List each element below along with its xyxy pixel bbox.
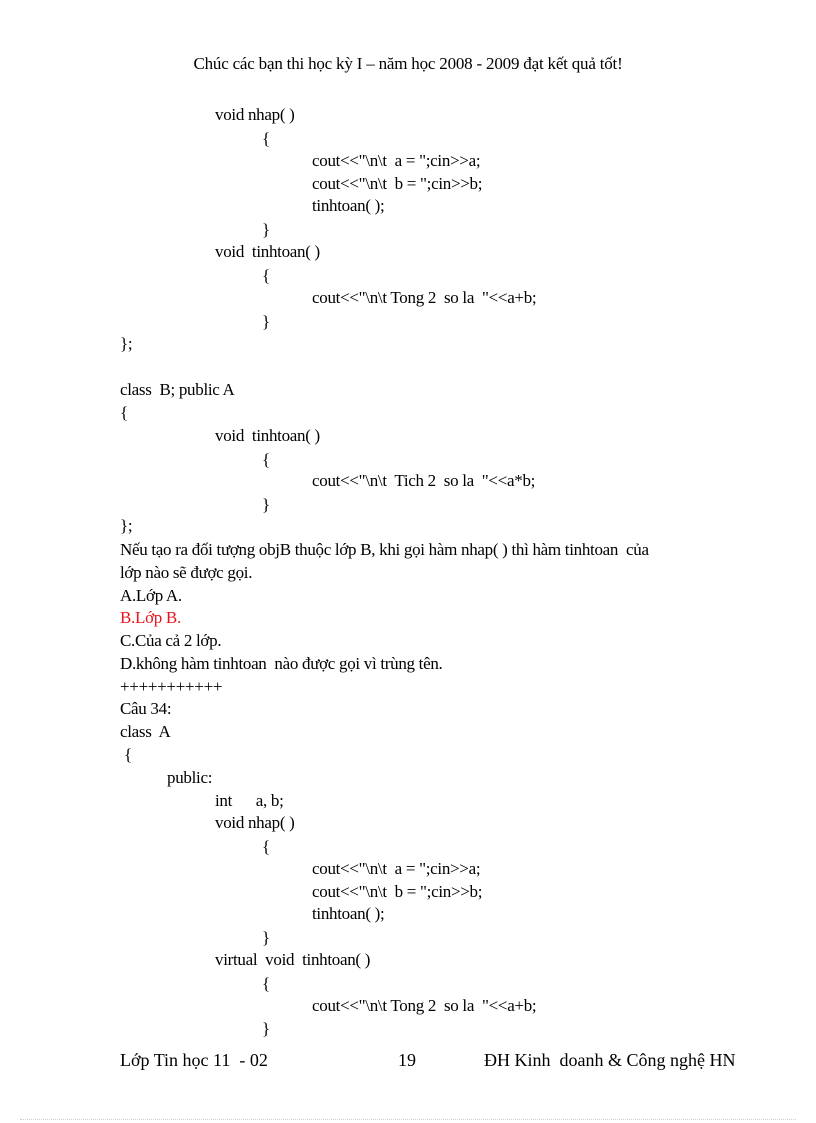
page-header: Chúc các bạn thi học kỳ I – năm học 2008 - 2009 đạt kết quả tốt! xyxy=(193,54,623,73)
footer-class-name: Lớp Tin học 11 - 02 xyxy=(120,1050,268,1070)
question-text-line-2: lớp nào sẽ được gọi. xyxy=(120,563,253,582)
code-line-call-tinhtoan: tinhtoan( ); xyxy=(312,196,385,215)
code-line-nhap-signature: void nhap( ) xyxy=(215,813,295,832)
question-34-title: Câu 34: xyxy=(120,699,172,718)
code-line-open-brace: { xyxy=(124,745,132,764)
code-line-classB-decl: class B; public A xyxy=(120,380,235,399)
code-line-virtual-tinhtoan-signature: virtual void tinhtoan( ) xyxy=(215,950,371,969)
code-line-members: int a, b; xyxy=(215,791,284,810)
code-line-open-brace: { xyxy=(262,837,270,856)
code-line-close-brace: } xyxy=(262,928,270,947)
code-line-cout-a: cout<<"\n\t a = ";cin>>a; xyxy=(312,859,481,878)
code-line-open-brace: { xyxy=(262,266,270,285)
answer-option-b-correct: B.Lớp B. xyxy=(120,608,181,627)
code-line-public: public: xyxy=(167,768,213,787)
code-line-class-end: }; xyxy=(120,516,133,535)
code-line-open-brace: { xyxy=(262,129,270,148)
code-line-nhap-signature: void nhap( ) xyxy=(215,105,295,124)
answer-option-d: D.không hàm tinhtoan nào được gọi vì trùng tên. xyxy=(120,654,443,673)
answer-option-c: C.Của cả 2 lớp. xyxy=(120,631,222,650)
page-bottom-divider xyxy=(20,1119,796,1120)
question-text-line-1: Nếu tạo ra đối tượng objB thuộc lớp B, khi gọi hàm nhap( ) thì hàm tinhtoan của xyxy=(120,540,649,559)
code-line-open-brace: { xyxy=(262,450,270,469)
footer-school-name: ĐH Kinh doanh & Công nghệ HN xyxy=(484,1050,736,1070)
code-line-cout-sum: cout<<"\n\t Tong 2 so la "<<a+b; xyxy=(312,996,537,1015)
code-line-close-brace: } xyxy=(262,312,270,331)
footer-page-number: 19 xyxy=(398,1050,416,1070)
code-line-close-brace: } xyxy=(262,220,270,239)
code-line-tinhtoan-signature: void tinhtoan( ) xyxy=(215,242,320,261)
code-line-cout-b: cout<<"\n\t b = ";cin>>b; xyxy=(312,174,483,193)
separator-line: +++++++++++ xyxy=(120,677,223,696)
answer-option-a: A.Lớp A. xyxy=(120,586,182,605)
code-line-call-tinhtoan: tinhtoan( ); xyxy=(312,904,385,923)
code-line-open-brace: { xyxy=(120,403,128,422)
code-line-class-end: }; xyxy=(120,334,133,353)
code-line-tinhtoan-signature: void tinhtoan( ) xyxy=(215,426,320,445)
code-line-classA-decl: class A xyxy=(120,722,171,741)
code-line-cout-sum: cout<<"\n\t Tong 2 so la "<<a+b; xyxy=(312,288,537,307)
code-line-close-brace: } xyxy=(262,1019,270,1038)
code-line-cout-b: cout<<"\n\t b = ";cin>>b; xyxy=(312,882,483,901)
code-line-cout-product: cout<<"\n\t Tich 2 so la "<<a*b; xyxy=(312,471,536,490)
code-line-open-brace: { xyxy=(262,974,270,993)
code-line-close-brace: } xyxy=(262,495,270,514)
code-line-cout-a: cout<<"\n\t a = ";cin>>a; xyxy=(312,151,481,170)
